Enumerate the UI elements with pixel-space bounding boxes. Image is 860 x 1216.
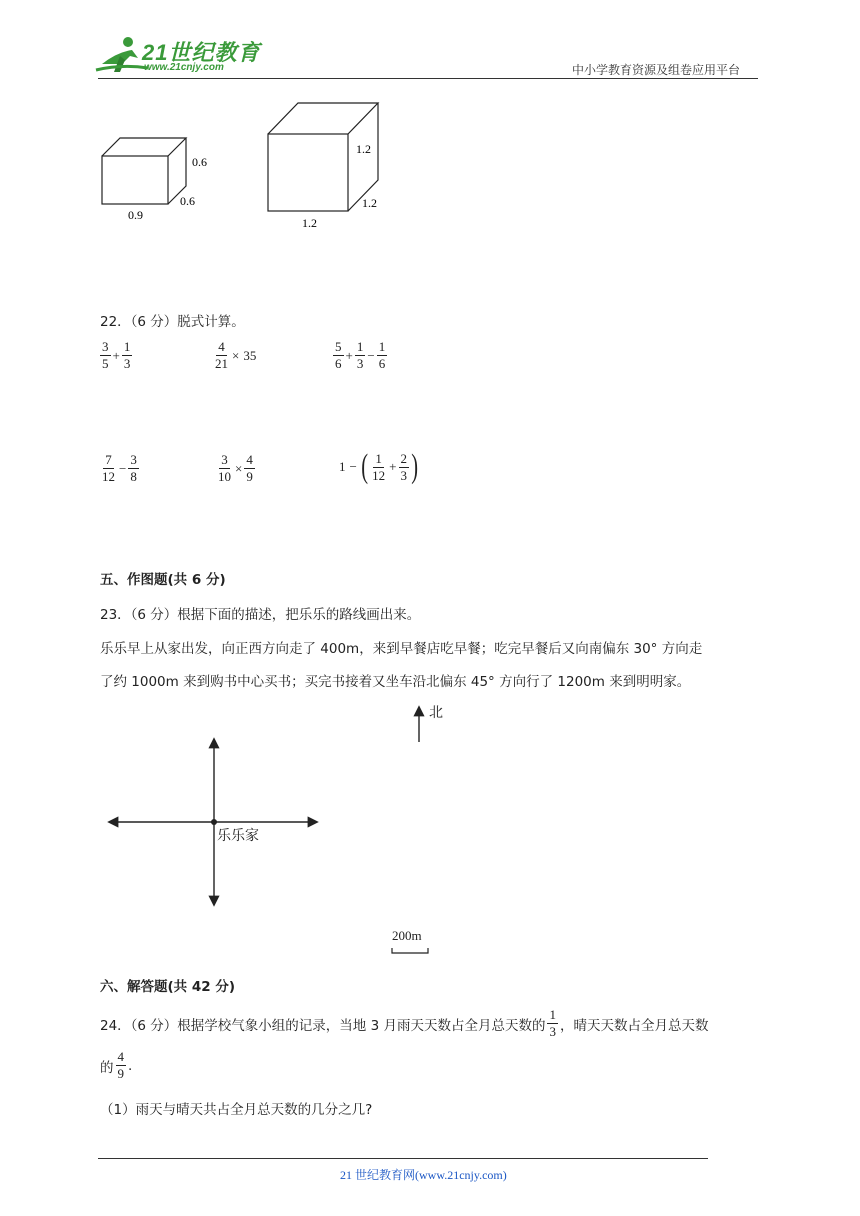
- q22-expr-4: $\frac{7}{12}$ − $\frac{3}{8}$: [102, 452, 137, 484]
- box1-height: 0.6: [192, 155, 207, 169]
- north-label: 北: [429, 705, 443, 721]
- q21-figures: [90, 95, 490, 235]
- left-paren: (: [361, 448, 368, 485]
- right-paren: ): [411, 448, 419, 485]
- box2-depth: 1.2: [362, 196, 377, 210]
- q22-expr-3: $\frac{5}{6}$ + $\frac{1}{3}$ − $\frac{1}{6}$: [335, 339, 386, 371]
- box2-height: 1.2: [356, 142, 371, 156]
- logo-url: www.21cnjy.com: [144, 62, 224, 73]
- header-rule: [98, 78, 758, 79]
- logo-text: 21世纪教育: [142, 40, 261, 65]
- q24-frac-rain: $\frac{1}{3}$: [549, 1007, 556, 1039]
- q24-frac-sunny: $\frac{4}{9}$: [117, 1049, 124, 1081]
- q22-expr-6: 1 − ( $\frac{1}{12}$ + $\frac{2}{3}$ ): [339, 448, 419, 485]
- q23-line-1: 乐乐早上从家出发，向正西方向走了 400m，来到早餐店吃早餐；吃完早餐后又向南偏东 30° 方向走: [100, 641, 703, 657]
- cuboid-1: [102, 138, 186, 204]
- box2-length: 1.2: [302, 216, 317, 230]
- box1-length: 0.9: [128, 208, 143, 222]
- route-diagram: [100, 698, 480, 958]
- footer-text: 21 世纪教育网(www.21cnjy.com): [340, 1168, 507, 1182]
- scale-label: 200m: [392, 928, 422, 943]
- q22-expr-1: $\frac{3}{5}$ + $\frac{1}{3}$: [102, 339, 131, 371]
- home-label: 乐乐家: [217, 828, 259, 844]
- q23-line-2: 了约 1000m 来到购书中心买书；买完书接着又坐车沿北偏东 45° 方向行了 1200m 来到明明家。: [100, 674, 691, 690]
- q22-title: 22．（6 分）脱式计算。: [100, 314, 245, 330]
- q22-expr-2: $\frac{4}{21}$ × 35: [215, 339, 257, 371]
- q22-expr-5: $\frac{3}{10}$ × $\frac{4}{9}$: [218, 452, 253, 484]
- q24-line-2: 的 $\frac{4}{9}$ .: [100, 1049, 133, 1081]
- section5-title: 五、作图题(共 6 分): [100, 572, 226, 588]
- cube-2: [268, 103, 378, 211]
- q24-sub-1: （1）雨天与晴天共占全月总天数的几分之几?: [100, 1102, 373, 1118]
- platform-name: 中小学教育资源及组卷应用平台: [572, 63, 741, 77]
- q24-line-1: 24．（6 分）根据学校气象小组的记录，当地 3 月雨天天数占全月总天数的 $\frac{1}{3}$ ，晴天天数占全月总天数: [100, 1007, 709, 1039]
- box1-depth: 0.6: [180, 194, 195, 208]
- q23-title: 23．（6 分）根据下面的描述，把乐乐的路线画出来。: [100, 607, 421, 623]
- header-logo: [92, 34, 262, 78]
- scale-bar: [392, 948, 428, 953]
- footer-rule: [98, 1158, 708, 1159]
- section6-title: 六、解答题(共 42 分): [100, 979, 236, 995]
